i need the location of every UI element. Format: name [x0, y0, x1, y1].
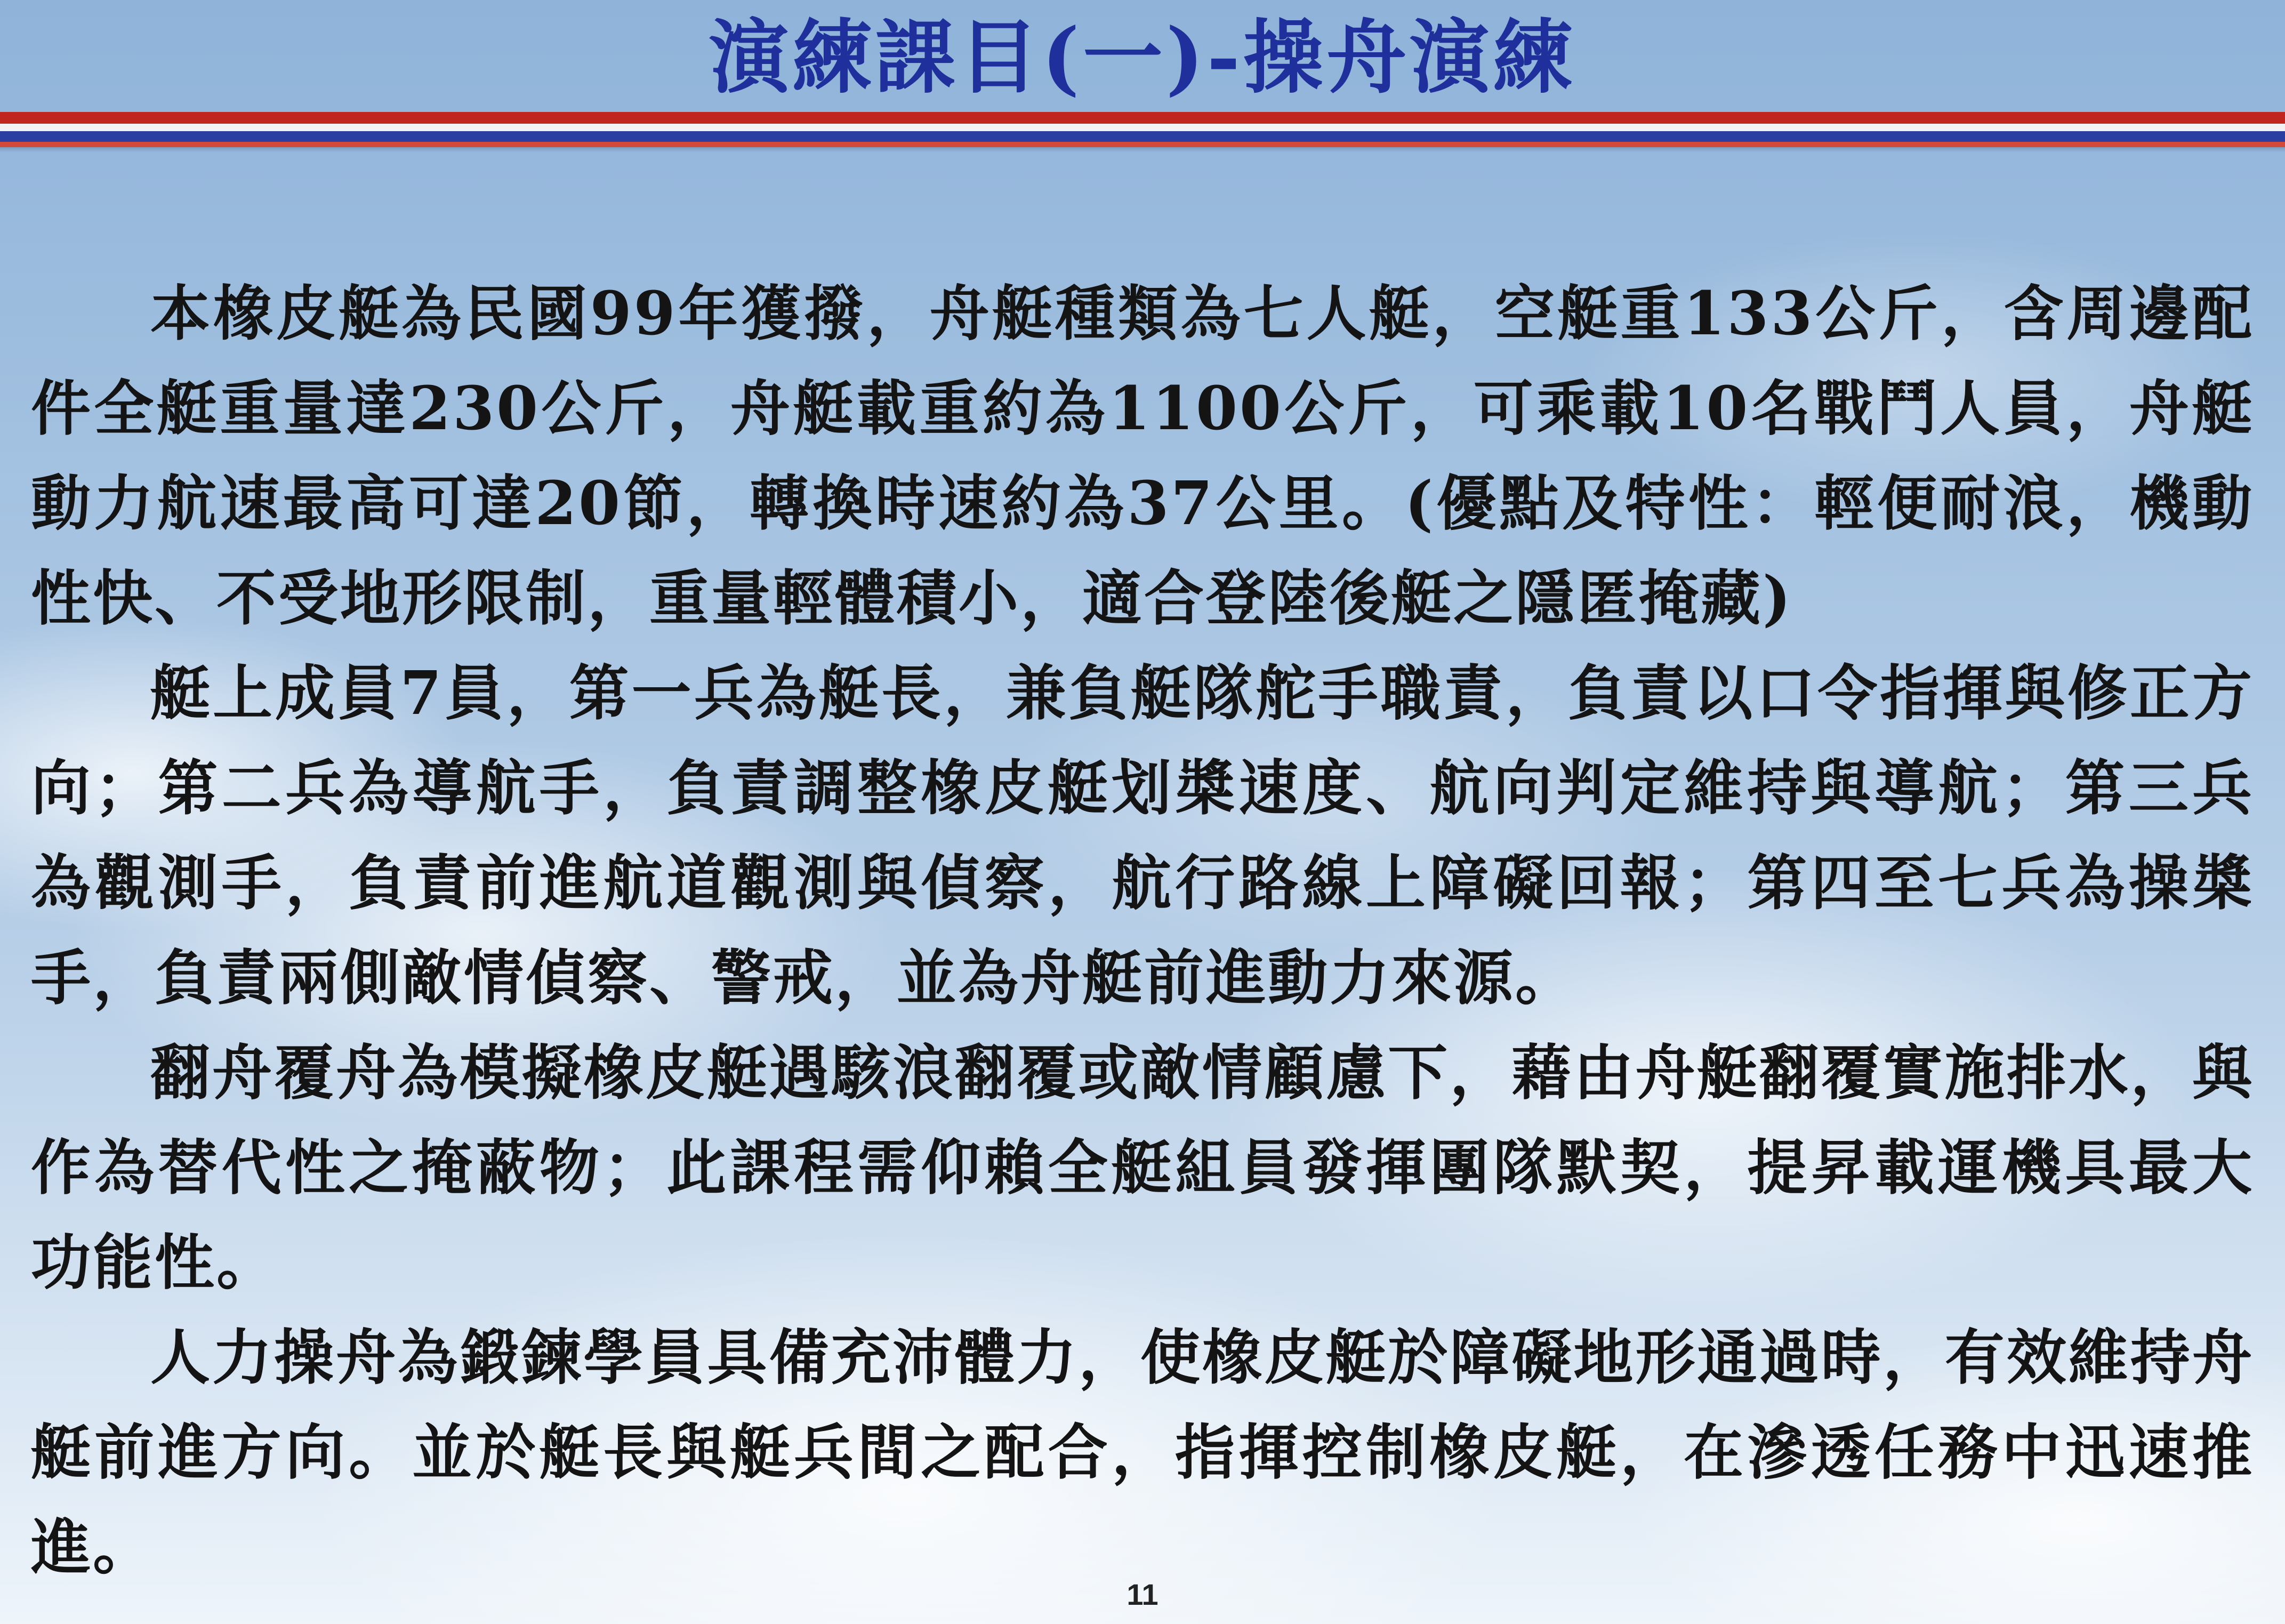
header-band-white	[0, 124, 2285, 131]
header-band-red	[0, 112, 2285, 124]
page-title: 演練課目(一)-操舟演練	[709, 11, 1576, 104]
paragraph-capsize-drill: 翻舟覆舟為模擬橡皮艇遇駭浪翻覆或敵情顧慮下，藉由舟艇翻覆實施排水，與作為替代性之掩蔽物；此課程需仰賴全艇組員發揮團隊默契，提昇載運機具最大功能性。	[31, 1038, 2254, 1298]
header-band-red-lower	[0, 142, 2285, 147]
paragraph-crew-roles: 艇上成員7員，第一兵為艇長，兼負艇隊舵手職責，負責以口令指揮與修正方向；第二兵為導航手，負責調整橡皮艇划槳速度、航向判定維持與導航；第三兵為觀測手，負責前進航道觀測與偵察，航行路線上障礙回報；第四至七兵為操槳手，負責兩側敵情偵察、警戒，並為舟艇前進動力來源。	[31, 658, 2254, 1013]
header-band-blue	[0, 131, 2285, 142]
body-text	[31, 267, 2254, 1595]
header-band-shadow	[0, 147, 2285, 152]
page-number: 11	[1127, 1578, 1158, 1611]
paragraph-manual-paddling: 人力操舟為鍛鍊學員具備充沛體力，使橡皮艇於障礙地形通過時，有效維持舟艇前進方向。並於艇長與艇兵間之配合，指揮控制橡皮艇，在滲透任務中迅速推進。	[31, 1323, 2254, 1582]
paragraph-boat-specs: 本橡皮艇為民國99年獲撥，舟艇種類為七人艇，空艇重133公斤，含周邊配件全艇重量達230公斤，舟艇載重約為1100公斤，可乘載10名戰鬥人員，舟艇動力航速最高可達20節，轉換時速約為37公里。(優點及特性：輕便耐浪，機動性快、不受地形限制，重量輕體積小，適合登陸後艇之隱匿掩藏)	[31, 279, 2254, 633]
